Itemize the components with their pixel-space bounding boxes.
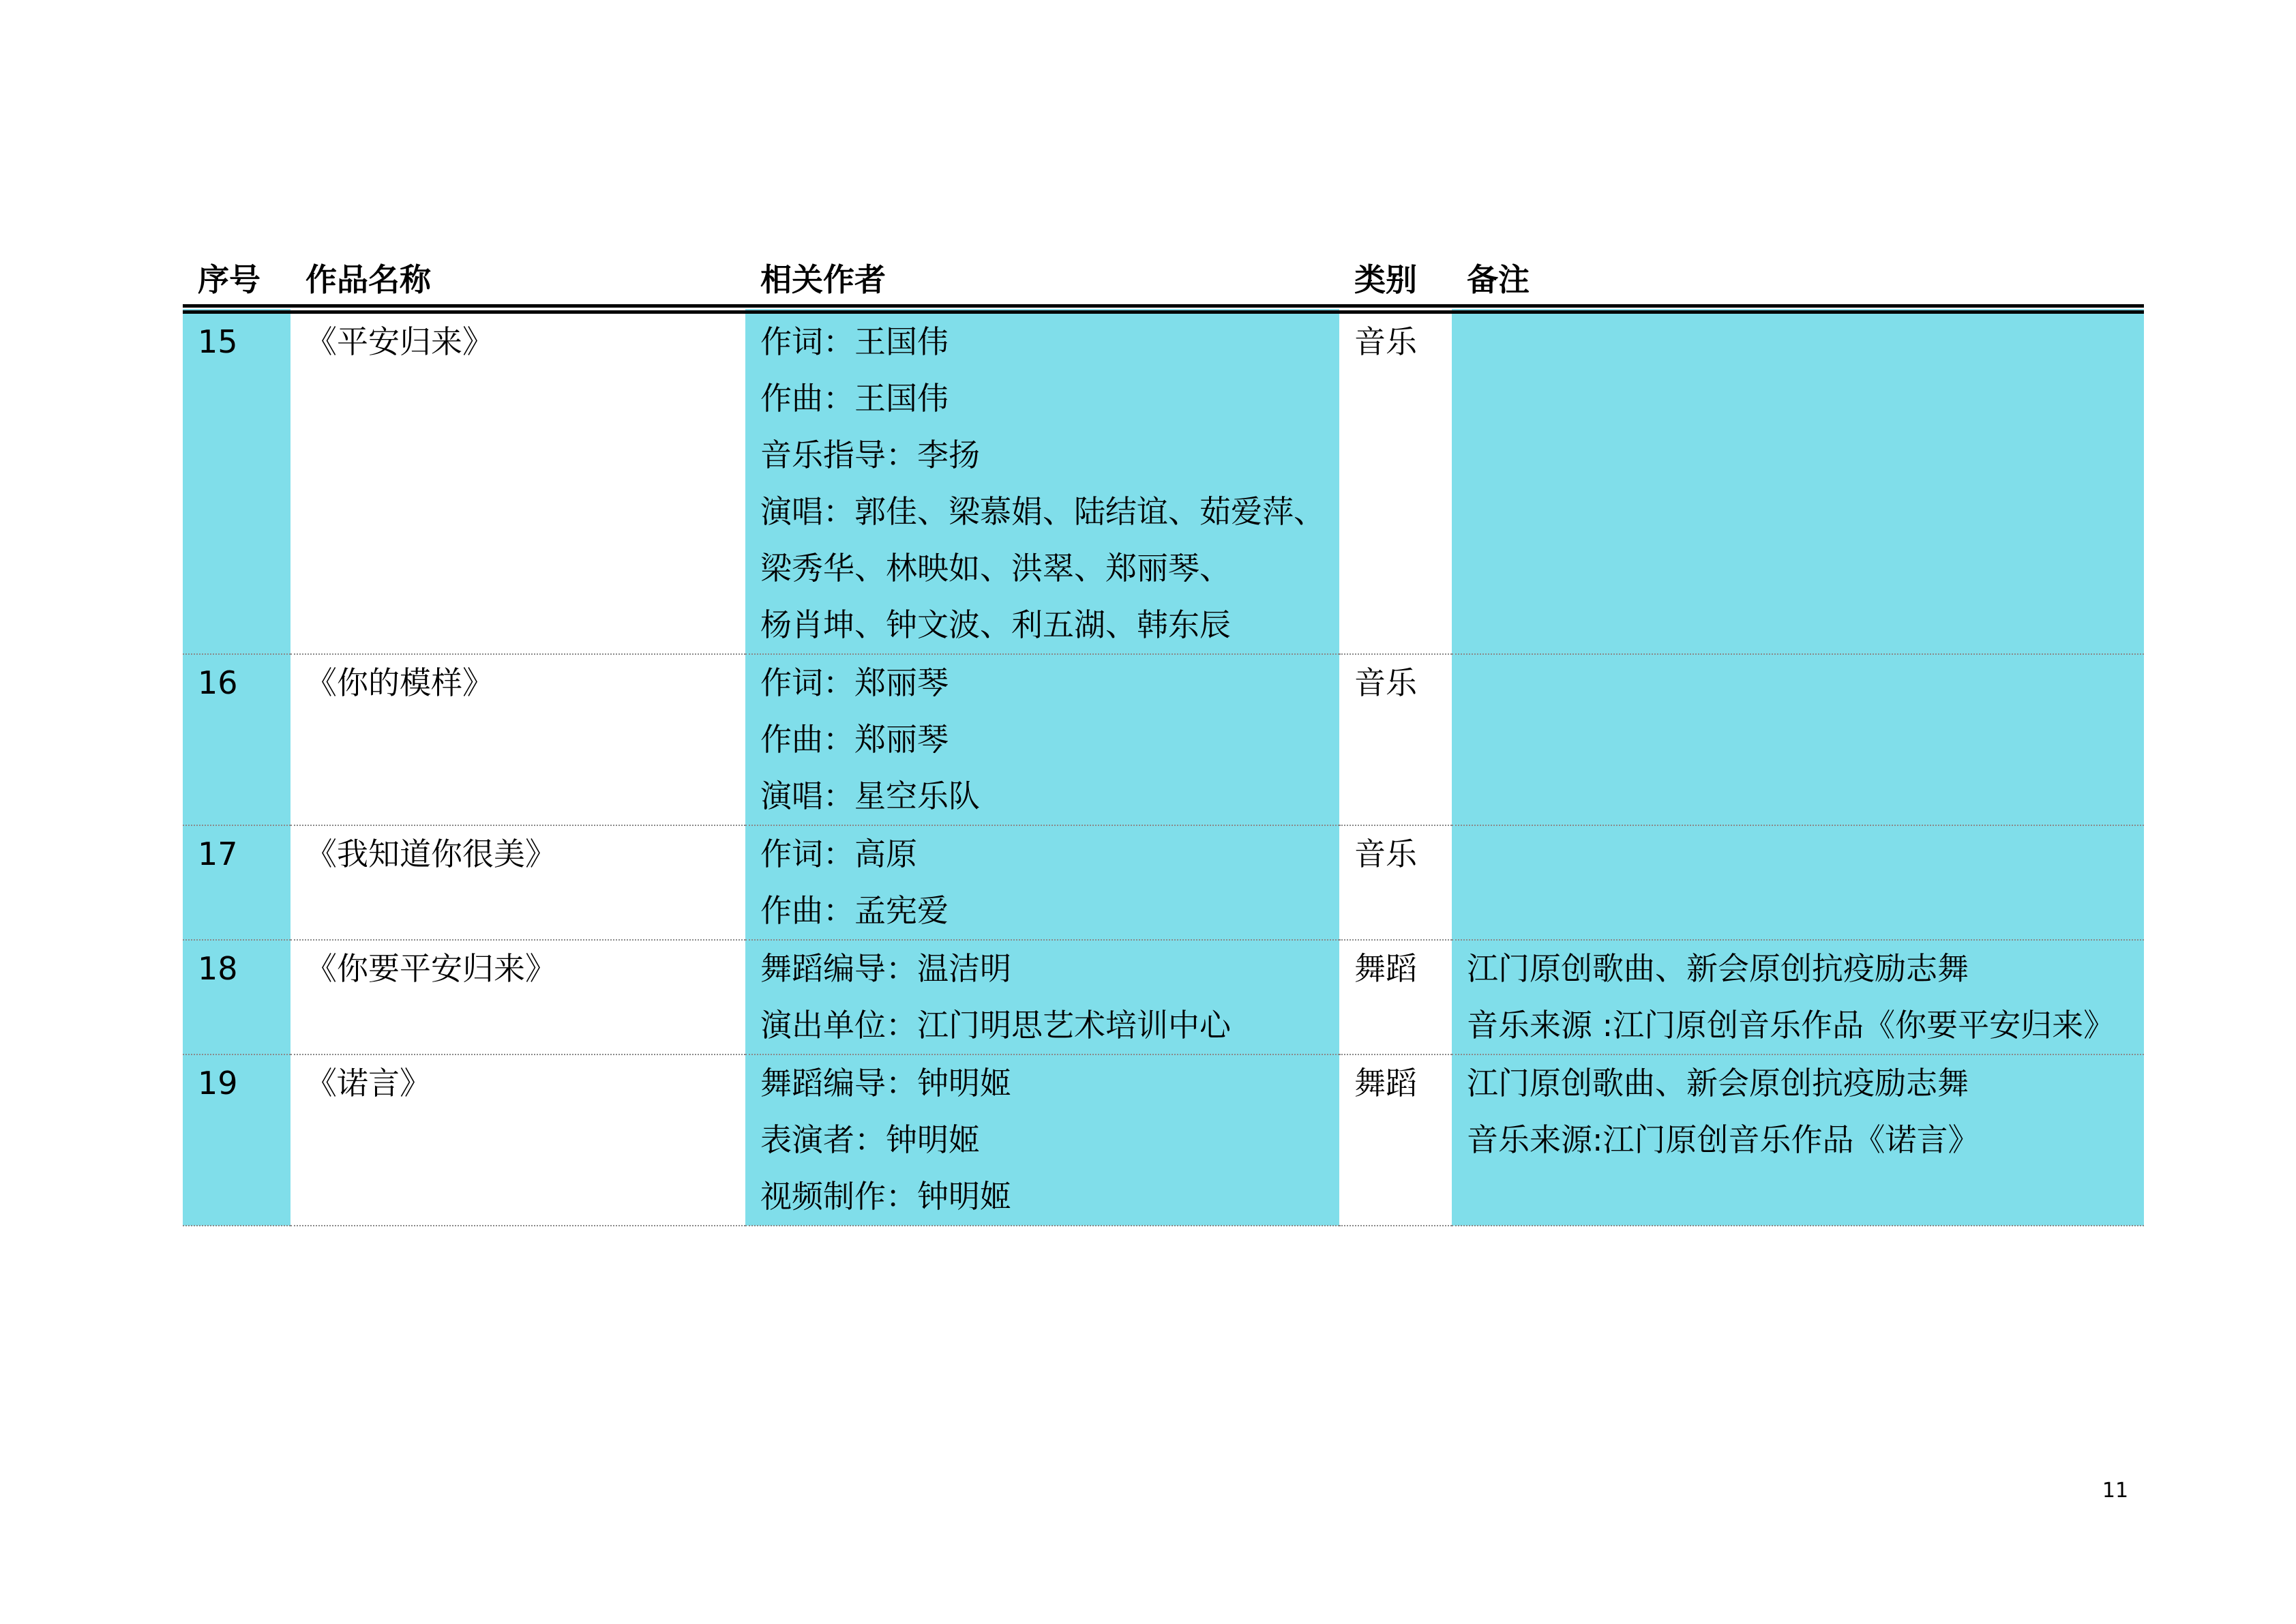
cell-category bbox=[1339, 309, 1452, 654]
remark-line: 音乐来源:江门原创音乐作品《诺言》 bbox=[1467, 1121, 1980, 1158]
header-authors: 相关作者 bbox=[745, 251, 1339, 309]
header-category: 类别 bbox=[1339, 251, 1452, 309]
table-body bbox=[183, 309, 2144, 1226]
cell-index bbox=[183, 654, 290, 825]
cell-index bbox=[183, 825, 290, 940]
work-title: 《你要平安归来》 bbox=[305, 950, 556, 987]
author-line: 演唱：郭佳、梁慕娟、陆结谊、茹爱萍、 bbox=[760, 493, 1325, 530]
cell-remarks bbox=[1452, 309, 2144, 654]
author-line: 作曲：孟宪爱 bbox=[760, 892, 949, 929]
cell-authors bbox=[745, 1054, 1339, 1226]
work-title: 《平安归来》 bbox=[305, 323, 494, 360]
cell-remarks bbox=[1452, 1054, 2144, 1226]
category-label: 音乐 bbox=[1354, 323, 1417, 360]
cell-category bbox=[1339, 1054, 1452, 1226]
row-index: 15 bbox=[198, 323, 238, 360]
table-header bbox=[183, 251, 2144, 309]
author-line: 作曲：王国伟 bbox=[760, 380, 949, 417]
author-line: 作词：王国伟 bbox=[760, 323, 949, 360]
cell-authors bbox=[745, 309, 1339, 654]
cell-remarks bbox=[1452, 940, 2144, 1054]
work-title: 《诺言》 bbox=[305, 1065, 431, 1102]
category-label: 舞蹈 bbox=[1354, 1065, 1417, 1102]
author-line: 视频制作：钟明姬 bbox=[760, 1178, 1011, 1215]
cell-remarks bbox=[1452, 825, 2144, 940]
cell-title bbox=[290, 825, 745, 940]
cell-remarks bbox=[1452, 654, 2144, 825]
table-row bbox=[183, 825, 2144, 940]
header-index: 序号 bbox=[183, 251, 290, 309]
table-row bbox=[183, 309, 2144, 654]
row-index: 16 bbox=[198, 664, 238, 701]
cell-index bbox=[183, 1054, 290, 1226]
category-label: 音乐 bbox=[1354, 664, 1417, 701]
author-line: 舞蹈编导：温洁明 bbox=[760, 950, 1011, 987]
row-index: 18 bbox=[198, 950, 238, 987]
remark-line: 江门原创歌曲、新会原创抗疫励志舞 bbox=[1467, 950, 1969, 987]
cell-index bbox=[183, 309, 290, 654]
cell-title bbox=[290, 309, 745, 654]
header-title: 作品名称 bbox=[290, 251, 745, 309]
cell-index bbox=[183, 940, 290, 1054]
header-row bbox=[183, 251, 2144, 309]
cell-authors bbox=[745, 940, 1339, 1054]
category-label: 音乐 bbox=[1354, 836, 1417, 872]
table-row bbox=[183, 654, 2144, 825]
author-line: 杨肖坤、钟文波、利五湖、韩东辰 bbox=[760, 606, 1231, 643]
remark-line: 音乐来源 :江门原创音乐作品《你要平安归来》 bbox=[1467, 1007, 2115, 1044]
work-title: 《我知道你很美》 bbox=[305, 836, 556, 872]
author-line: 演唱：星空乐队 bbox=[760, 778, 980, 814]
author-line: 作曲：郑丽琴 bbox=[760, 721, 949, 758]
table-row bbox=[183, 940, 2144, 1054]
row-index: 17 bbox=[198, 836, 238, 872]
row-index: 19 bbox=[198, 1065, 238, 1102]
cell-title bbox=[290, 1054, 745, 1226]
works-table bbox=[183, 251, 2144, 1226]
author-line: 作词：郑丽琴 bbox=[760, 664, 949, 701]
author-line: 演出单位：江门明思艺术培训中心 bbox=[760, 1007, 1231, 1044]
cell-authors bbox=[745, 654, 1339, 825]
author-line: 梁秀华、林映如、洪翠、郑丽琴、 bbox=[760, 550, 1231, 587]
author-line: 音乐指导：李扬 bbox=[760, 437, 980, 473]
cell-category bbox=[1339, 940, 1452, 1054]
author-line: 表演者：钟明姬 bbox=[760, 1121, 980, 1158]
work-title: 《你的模样》 bbox=[305, 664, 494, 701]
author-line: 舞蹈编导：钟明姬 bbox=[760, 1065, 1011, 1102]
cell-category bbox=[1339, 825, 1452, 940]
cell-category bbox=[1339, 654, 1452, 825]
cell-authors bbox=[745, 825, 1339, 940]
cell-title bbox=[290, 654, 745, 825]
author-line: 作词：高原 bbox=[760, 836, 917, 872]
table-row bbox=[183, 1054, 2144, 1226]
page-number: 11 bbox=[2102, 1479, 2129, 1503]
remark-line: 江门原创歌曲、新会原创抗疫励志舞 bbox=[1467, 1065, 1969, 1102]
header-remarks: 备注 bbox=[1452, 251, 2144, 309]
cell-title bbox=[290, 940, 745, 1054]
category-label: 舞蹈 bbox=[1354, 950, 1417, 987]
